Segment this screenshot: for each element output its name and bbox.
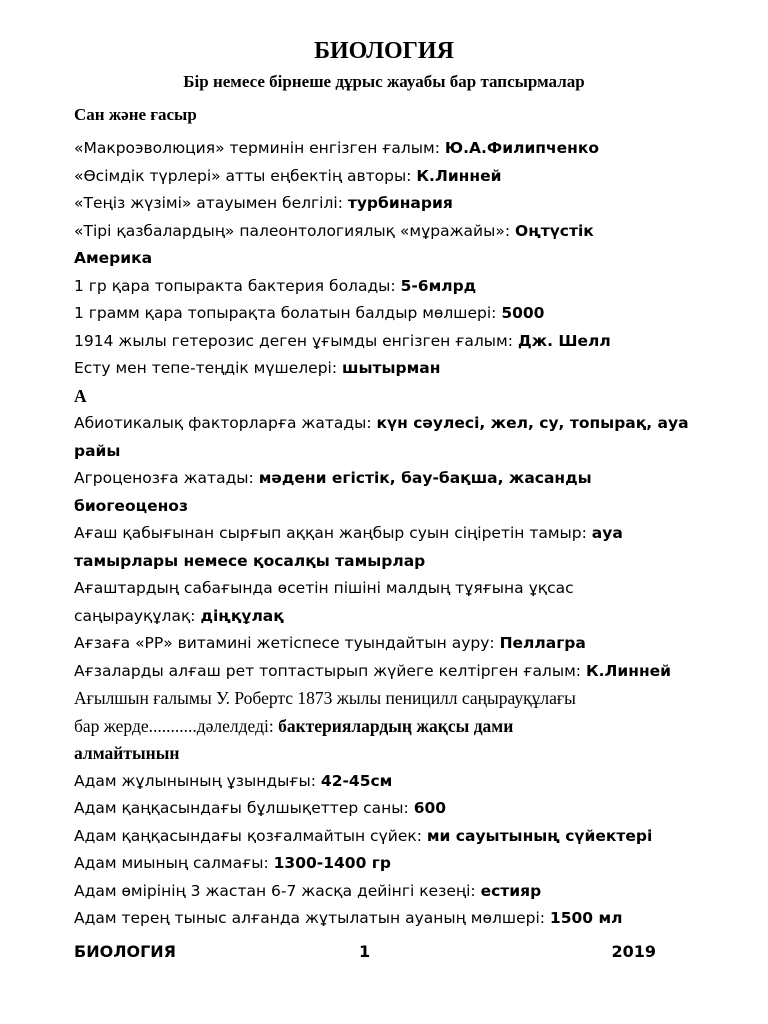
page-footer bbox=[74, 940, 656, 964]
text-line bbox=[74, 850, 698, 878]
line-text: Ағаш қабығынан сырғып аққан жаңбыр суын сіңіретін тамыр: bbox=[74, 524, 592, 542]
page-title: БИОЛОГИЯ bbox=[314, 38, 454, 64]
text-line bbox=[74, 245, 698, 273]
text-line bbox=[74, 273, 698, 301]
line-text: Ағзаларды алғаш рет топтастырып жүйеге келтірген ғалым: bbox=[74, 661, 586, 680]
page-subtitle: Бір немесе бірнеше дұрыс жауабы бар тапсырмалар bbox=[183, 72, 585, 91]
text-line bbox=[74, 740, 698, 768]
line-text: Ағылшын ғалымы У. Робертс 1873 жылы пеницилл саңырауқұлағы bbox=[74, 688, 576, 708]
line-answer: шытырман bbox=[342, 359, 441, 377]
line-answer: райы bbox=[74, 441, 121, 460]
line-answer: турбинария bbox=[347, 194, 453, 212]
line-answer: 42-45см bbox=[320, 771, 393, 790]
line-answer: естияр bbox=[480, 881, 542, 900]
line-answer: А bbox=[74, 385, 87, 406]
line-answer: ми сауытының сүйектері bbox=[426, 826, 653, 845]
text-line bbox=[74, 603, 698, 631]
line-answer: К.Линней bbox=[585, 661, 672, 680]
line-answer: күн сәулесі, жел, су, топырақ, ауа bbox=[376, 414, 689, 432]
text-line bbox=[74, 878, 698, 906]
line-text: Адам миының салмағы: bbox=[74, 854, 274, 872]
text-line bbox=[74, 410, 698, 438]
line-text: Адам қаңқасындағы бұлшықеттер саны: bbox=[74, 799, 414, 817]
text-line bbox=[74, 685, 698, 713]
line-answer: 600 bbox=[413, 799, 447, 817]
text-line bbox=[74, 768, 698, 796]
line-answer: мәдени егістік, бау-бақша, жасанды bbox=[258, 469, 592, 487]
line-text: бар жерде...........дәлелдеді: bbox=[74, 715, 279, 736]
line-answer: Оңтүстік bbox=[515, 221, 594, 240]
line-text: 1 гр қара топыракта бактерия болады: bbox=[74, 276, 401, 295]
text-line bbox=[74, 548, 698, 576]
line-answer: тамырлары немесе қосалқы тамырлар bbox=[74, 551, 426, 570]
line-text: «Тірі қазбалардың» палеонтологиялық «мұражайы»: bbox=[74, 221, 516, 240]
line-answer: 5-6млрд bbox=[400, 276, 477, 295]
text-line bbox=[74, 190, 698, 218]
line-answer: бактериялардың жақсы дами bbox=[278, 715, 514, 736]
line-answer: 1500 мл bbox=[549, 909, 623, 927]
line-text: 1914 жылы гетерозис деген ұғымды енгізген ғалым: bbox=[74, 331, 518, 350]
footer-page-number: 1 bbox=[359, 942, 371, 961]
text-line bbox=[74, 795, 698, 823]
line-answer: Ю.А.Филипченко bbox=[444, 139, 600, 157]
line-text: саңырауқұлақ: bbox=[74, 606, 201, 625]
document-body bbox=[74, 135, 698, 933]
line-answer: діңқұлақ bbox=[200, 606, 284, 625]
text-line bbox=[74, 823, 698, 851]
line-answer: 1300-1400 гр bbox=[273, 854, 391, 872]
line-text: «Теңіз жүзімі» атауымен белгілі: bbox=[74, 194, 348, 212]
text-line bbox=[74, 520, 698, 548]
text-line bbox=[74, 163, 698, 191]
text-line bbox=[74, 328, 698, 356]
text-line bbox=[74, 493, 698, 521]
section-heading: Сан және ғасыр bbox=[74, 105, 197, 124]
line-text: «Макроэволюция» терминін енгізген ғалым: bbox=[74, 139, 445, 157]
line-text: Адам қаңқасындағы қозғалмайтын сүйек: bbox=[74, 826, 427, 845]
text-line bbox=[74, 575, 698, 603]
text-line bbox=[74, 905, 698, 933]
footer-year: 2019 bbox=[611, 942, 656, 961]
text-line bbox=[74, 135, 698, 163]
line-answer: ауа bbox=[591, 524, 623, 542]
line-text: Есту мен тепе-теңдік мүшелері: bbox=[74, 359, 343, 377]
line-text: Ағзаға «PP» витамині жетіспесе туындайтын ауру: bbox=[74, 634, 500, 652]
text-line bbox=[74, 300, 698, 328]
line-text: Адам жұлынының ұзындығы: bbox=[74, 771, 321, 790]
text-line bbox=[74, 630, 698, 658]
text-line bbox=[74, 218, 698, 246]
line-answer: К.Линней bbox=[416, 166, 502, 185]
line-answer: биогеоценоз bbox=[74, 496, 188, 515]
text-line bbox=[74, 713, 698, 741]
text-line bbox=[74, 658, 698, 686]
line-text: Адам өмірінің 3 жастан 6-7 жасқа дейінгі кезеңі: bbox=[74, 881, 481, 900]
line-text: Ағаштардың сабағында өсетін пішіні малдың тұяғына ұқсас bbox=[74, 579, 574, 597]
line-answer: Дж. Шелл bbox=[517, 331, 611, 350]
line-text: Агроценозға жатады: bbox=[74, 469, 259, 487]
text-line bbox=[74, 355, 698, 383]
line-text: Абиотикалық факторларға жатады: bbox=[74, 414, 377, 432]
text-line bbox=[74, 383, 698, 411]
line-answer: 5000 bbox=[501, 304, 545, 322]
text-line bbox=[74, 465, 698, 493]
line-text: «Өсімдік түрлері» атты еңбектің авторы: bbox=[74, 166, 417, 185]
footer-subject: БИОЛОГИЯ bbox=[74, 942, 176, 961]
line-text: Адам терең тыныс алғанда жұтылатын ауаның мөлшері: bbox=[74, 909, 550, 927]
line-answer: Америка bbox=[74, 249, 153, 267]
line-answer: Пеллагра bbox=[499, 634, 586, 652]
line-text: 1 грамм қара топырақта болатын балдыр мөлшері: bbox=[74, 304, 502, 322]
line-answer: алмайтынын bbox=[74, 743, 180, 763]
text-line bbox=[74, 438, 698, 466]
